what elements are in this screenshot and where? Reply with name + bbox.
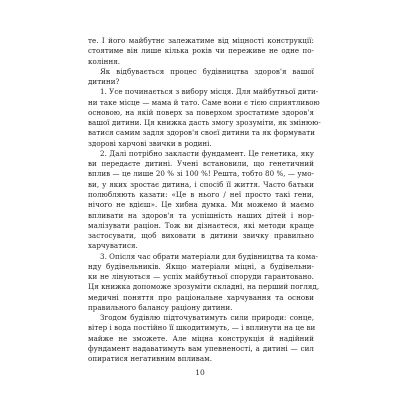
text-line: основою, на якій поверх за поверхом зростатиме здоров'я [88, 107, 314, 117]
text-line: медичні поняття про раціональне харчування та основи [88, 292, 314, 302]
text-line: Як відбувається процес будівництва здоров'я вашої [100, 66, 314, 76]
text-line: коління. [88, 56, 121, 66]
text-line: вплив — це лише 20 % зі 100 %! Решта, тобто 80 %, — умо- [88, 169, 314, 179]
text-line: малізувати раціон. Тож ви дізнаєтеся, які методи краще [88, 220, 314, 230]
text-line: ви, у яких зростає дитина, і спосіб її життя. Часто батьки [88, 179, 314, 189]
text-line: 1. Усе починається з вибору місця. Для майбутньої дити- [100, 87, 319, 97]
text-line: майже не зможете. Але міцна конструкція й надійний [88, 333, 314, 343]
text-line: впливати на здоров'я та успішність наших дітей і нор- [88, 210, 314, 220]
text-line: полюбляють казати: «Це в нього / неї просто такі гени, [88, 189, 314, 199]
text-line: ни таке місце — мама й тато. Саме вони є тією сприятливою [88, 97, 320, 107]
text-line: вашої дитини. Ця книжка дасть змогу зрозуміти, як змінюю- [88, 118, 321, 128]
text-line: ки не лінуються — успіх майбутньої споруди гарантовано. [88, 272, 314, 282]
text-line: застосувати, щоб виховати в дитини звичку правильно [88, 231, 314, 241]
text-line: нду будівельників. Якщо матеріали міцні, а будівельни- [88, 261, 314, 271]
text-line: ви передаєте дитині. Учені встановили, що генетичний [88, 159, 314, 169]
text-line: фундамент надаватимуть вам упевненості, а дитині — сил [88, 343, 314, 353]
text-line: опиратися негативним впливам. [88, 354, 213, 364]
text-line: Ця книжка допоможе зрозуміти складні, на перший погляд, [88, 282, 320, 292]
text-line: стоятиме він лише кілька років чи переживе не одне по- [88, 46, 314, 56]
text-line: нічого не вдієш». Це хибна думка. Ми можемо й маємо [88, 200, 314, 210]
text-line: 3. Опісля час обрати матеріали для будівництва та кома- [100, 251, 318, 261]
text-line: вітер і вода постійно її шкодитимуть, — і вплинути на це ви [88, 323, 316, 333]
text-line: 2. Далі потрібно закласти фундамент. Це генетика, яку [100, 148, 314, 158]
body-text [88, 36, 321, 365]
text-line: правильного балансу раціону дитини. [88, 302, 233, 312]
text-line: дитини? [88, 77, 120, 87]
text-line: Згодом будівлю підточуватимуть сили природи: сонце, [100, 313, 314, 323]
text-line: те. І його майбутнє залежатиме від міцності конструкції: [88, 36, 314, 45]
text-line: ватися самим задля здоров'я своєї дитини та як формувати [88, 128, 315, 138]
page-number: 10 [195, 368, 205, 377]
text-line: харчуватися. [88, 241, 138, 251]
text-line: здорові харчові звички в родині. [88, 138, 212, 148]
